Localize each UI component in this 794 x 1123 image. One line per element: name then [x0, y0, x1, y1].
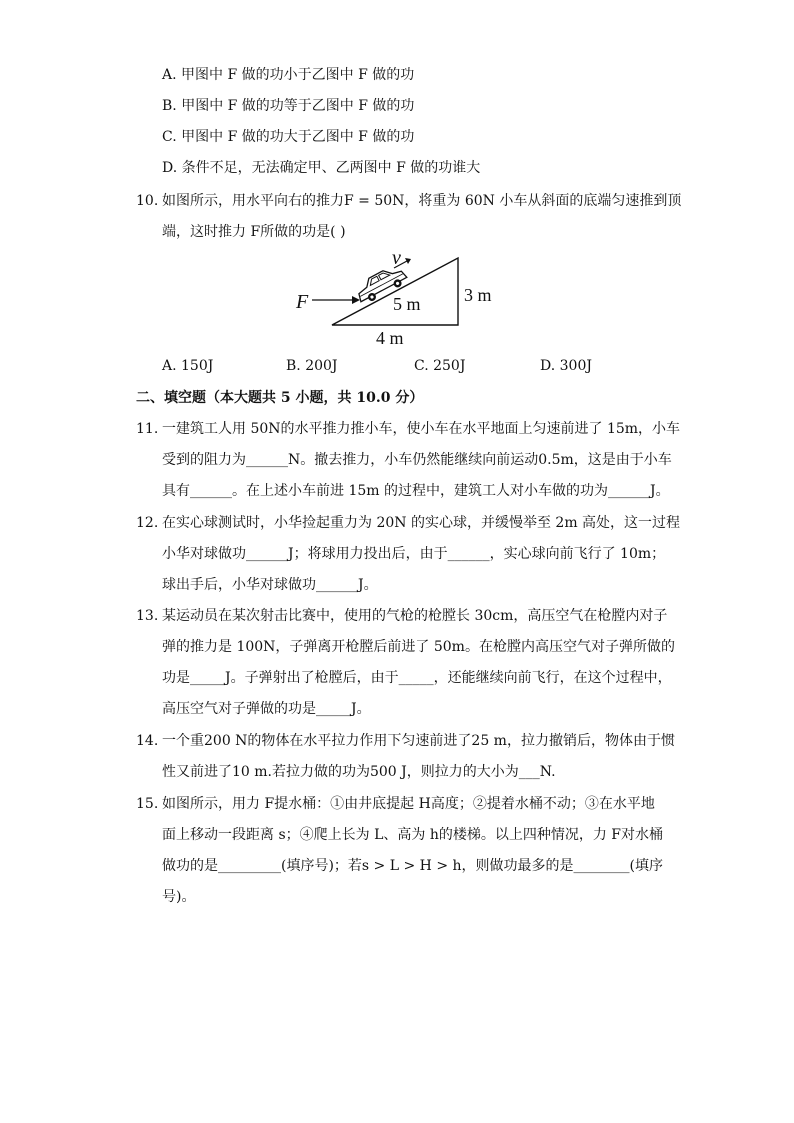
q12-line-2: 小华对球做功______J；将球用力投出后，由于______，实心球向前飞行了 10m； — [162, 546, 666, 562]
q10-line-1: 如图所示，用水平向右的推力F = 50N，将重为 60N 小车从斜面的底端匀速推到顶 — [162, 193, 682, 209]
q10-option-d: D. 300J — [540, 358, 592, 374]
q10-option-c: C. 250J — [414, 358, 466, 374]
incline-diagram — [290, 248, 510, 348]
q15-line-1: 如图所示，用力 F提水桶：①由井底提起 H高度；②提着水桶不动；③在水平地 — [162, 796, 655, 812]
q11-line-2: 受到的阻力为______N。撤去推力，小车仍然能继续向前运动0.5m，这是由于小车 — [162, 452, 672, 468]
velocity-label: v — [392, 248, 401, 269]
base-length-label: 4 m — [376, 328, 404, 348]
q15-line-2: 面上移动一段距离 s；④爬上长为 L、高为 h的楼梯。以上四种情况，力 F对水桶 — [162, 827, 664, 843]
q11-line-3: 具有______。在上述小车前进 15m 的过程中，建筑工人对小车做的功为______J。 — [162, 483, 670, 499]
force-arrow-head — [352, 296, 360, 304]
force-label: F — [296, 291, 309, 313]
q12-line-1: 在实心球测试时，小华捡起重力为 20N 的实心球，并缓慢举至 2m 高处，这一过程 — [162, 515, 681, 531]
incline-figure — [290, 248, 510, 348]
q9-option-d: D. 条件不足，无法确定甲、乙两图中 F 做的功谁大 — [162, 160, 481, 176]
q12-line-3: 球出手后，小华对球做功______J。 — [162, 577, 378, 593]
q13-number: 13. — [136, 608, 159, 624]
q10-option-a: A. 150J — [162, 358, 214, 374]
q13-line-1: 某运动员在某次射击比赛中，使用的气枪的枪膛长 30cm，高压空气在枪膛内对子 — [162, 608, 668, 624]
q15-line-4: 号)。 — [162, 889, 196, 905]
q9-option-a: A. 甲图中 F 做的功小于乙图中 F 做的功 — [162, 67, 415, 83]
q13-line-4: 高压空气对子弹做的功是_____J。 — [162, 701, 371, 717]
q14-line-2: 性又前进了10 m.若拉力做的功为500 J，则拉力的大小为___N. — [162, 764, 556, 780]
q14-line-1: 一个重200 N的物体在水平拉力作用下匀速前进了25 m，拉力撤销后，物体由于惯 — [162, 733, 675, 749]
q14-number: 14. — [136, 733, 159, 749]
q10-option-b: B. 200J — [286, 358, 338, 374]
q13-line-2: 弹的推力是 100N，子弹离开枪膛后前进了 50m。在枪膛内高压空气对子弹所做的 — [162, 639, 675, 655]
q10-line-2: 端，这时推力 F所做的功是( ) — [162, 224, 346, 240]
slope-length-label: 5 m — [393, 294, 421, 314]
q9-option-c: C. 甲图中 F 做的功大于乙图中 F 做的功 — [162, 129, 415, 145]
section-heading: 二、填空题（本大题共 5 小题，共 10.0 分） — [136, 390, 424, 406]
height-label: 3 m — [464, 285, 492, 305]
q10-number: 10. — [136, 193, 159, 209]
q11-number: 11. — [136, 421, 159, 437]
q15-line-3: 做功的是_________(填序号)；若s > L > H > h，则做功最多的是________(填序 — [162, 858, 663, 874]
q9-option-b: B. 甲图中 F 做的功等于乙图中 F 做的功 — [162, 98, 415, 114]
q11-line-1: 一建筑工人用 50N的水平推力推小车，使小车在水平地面上匀速前进了 15m，小车 — [162, 421, 681, 437]
q15-number: 15. — [136, 796, 159, 812]
q12-number: 12. — [136, 515, 159, 531]
q13-line-3: 功是_____J。子弹射出了枪膛后，由于_____，还能继续向前飞行，在这个过程中， — [162, 670, 672, 686]
